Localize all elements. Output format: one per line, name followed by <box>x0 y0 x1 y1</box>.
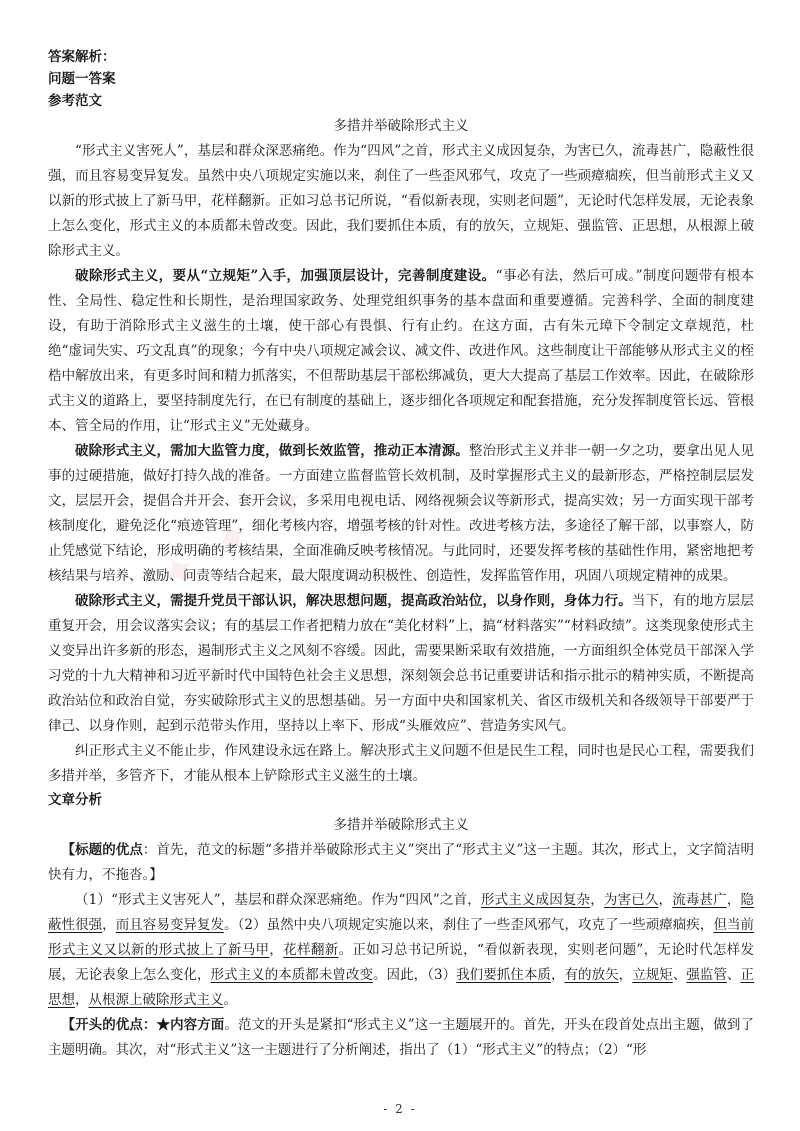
paragraph-3-body: 整治形式主义并非一朝一夕之功，要拿出见人见事的过硬措施，做好打持久战的准备。一方面建立监督监管长效机制，及时掌握形式主义的最新形态，严格控制层层发文，层层开会，提倡合并开会、套开会议，多采用电视电话、网络视频会议等新形式，提高实效；另一方面实现干部考核制度化，避免泛化“痕迹管理”，细化考核内容，增强考核的针对性。改进考核方法，多途径了解干部，以事察人，防止凭感觉下结论，形成明确的考核结果，全面准确反映考核情况。与此同时，还要发挥考核的基础性作用，紧密地把考核结果与培养、激励、问责等结合起来，最大限度调动积极性、创造性，发挥监管作用，巩固八项规定精神的成果。 <box>48 443 755 584</box>
annotation-text: （1）“形式主义害死人”，基层和群众深恶痛绝。作为“四风”之首， <box>75 892 481 908</box>
underlined-phrase: 为害已久 <box>603 892 659 908</box>
annotation-text: ， <box>590 892 604 908</box>
underlined-phrase: 而且容易变异复发 <box>115 917 225 933</box>
underlined-phrase: 立规矩 <box>632 967 673 983</box>
essay-paragraph-5: 纠正形式主义不能止步，作风建设永远在路上。解决形式主义问题不但是民生工程，同时也是民心工程，需要我们多措并举，多管齐下，才能从根本上铲除形式主义滋生的土壤。 <box>48 743 754 784</box>
document-page <box>48 46 754 1063</box>
essay-paragraph-3 <box>48 439 754 589</box>
annotation-text: 。 <box>223 992 237 1008</box>
title-merit-note <box>48 838 754 888</box>
annotation-text: ， <box>269 942 284 958</box>
sample-essay-heading: 参考范文 <box>48 93 102 109</box>
title-merit-label: 【标题的优点 <box>61 842 143 858</box>
underlined-phrase: 强监管 <box>686 967 727 983</box>
paragraph-4-body: 当下，有的地方层层重复开会，用会议落实会议；有的基层工作者把精力放在“美化材料”上，搞“材料落实”“材料政绩”。这类现象使形式主义变异出许多新的形态，遏制形式主义之风刻不容缓。因此，需要果断采取有效措施，一方面组织全体党员干部深入学习党的十九大精神和习近平新时代中国特色社会主义思想，深刻领会总书记重要讲话和指示批示的精神实质，不断提高政治站位和政治自觉，夯实破除形式主义的思想基础。另一方面中央和国家机关、省区市级机关和各级领导干部要严于律己、以身作则，起到示范带头作用，坚持以上率下、形成“头雁效应”、营造务实风气。 <box>48 593 755 734</box>
underlined-phrase: 花样翻新 <box>283 942 339 958</box>
paragraph-3-topic: 破除形式主义，需加大监管力度，做到长效监管，推动正本清源。 <box>75 443 469 459</box>
answer-analysis-heading: 答案解析： <box>48 49 116 65</box>
annotation-text: 。正如习总书记所说，“看似新表现，实则老问题”，无论时代怎样发展，无论表象上怎么变化， <box>48 942 755 983</box>
annotation-text: ， <box>658 892 673 908</box>
opening-merit-label: 【开头的优点：★内容方面 <box>61 1017 225 1033</box>
underlined-phrase: 有的放矢 <box>564 967 619 983</box>
essay-paragraph-2 <box>48 264 754 439</box>
annotation-text: 、 <box>727 967 741 983</box>
essay-title: 多措并举破除形式主义 <box>333 118 469 134</box>
underlined-phrase: 但当前形式主义又以新的形式披上了新马甲 <box>48 917 755 958</box>
annotation-text: ， <box>618 967 633 983</box>
annotation-text: ， <box>102 917 116 933</box>
annotation-text: ， <box>550 967 565 983</box>
underlined-phrase: 形式主义成因复杂 <box>480 892 591 908</box>
annotation-text: 。因此，（3） <box>373 967 457 983</box>
opening-merit-note <box>48 1013 754 1063</box>
annotation-text: ， <box>75 992 89 1008</box>
paragraph-2-body: “事必有法，然后可成。”制度问题带有根本性、全局性、稳定性和长期性，是治理国家政务、处理党组织事务的基本盘面和重要遵循。完善科学、全面的制度建设，有助于消除形式主义滋生的土壤，使干部心有畏惧、行有止约。在这方面，古有朱元璋下令制定文章规范，杜绝“虚词失实、巧文乱真”的现象；今有中央八项规定减会议、减文件、改进作风。这些制度让干部能够从形式主义的桎梏中解放出来，有更多时间和精力抓落实，不但帮助基层干部松绑减负，更大大提高了基层工作效率。因此，在破除形式主义的道路上，要坚持制度先行，在已有制度的基础上，逐步细化各项规定和配套措施，充分发挥制度管长远、管根本、管全局的作用，让“形式主义”无处藏身。 <box>48 268 755 434</box>
underlined-phrase: 从根源上破除形式主义 <box>88 992 224 1008</box>
annotation-text: 、 <box>672 967 687 983</box>
essay-paragraph-4 <box>48 589 754 739</box>
underlined-phrase: 隐蔽性很强 <box>48 892 755 933</box>
annotation-text: 。（2）虽然中央八项规定实施以来，刹住了一些歪风邪气，攻克了一些顽瘴痼疾， <box>224 917 714 933</box>
page-number: - 2 - <box>383 1102 417 1116</box>
annotation-text: ， <box>726 892 741 908</box>
title-merit-text: ：首先，范文的标题“多措并举破除形式主义”突出了“形式主义”这一主题。其次，形式上，文字简洁明快有力，不拖沓。】 <box>48 842 755 883</box>
annotated-opening-paragraph <box>48 888 754 1013</box>
underlined-phrase: 形式主义的本质都未曾改变 <box>210 967 373 983</box>
watermark: ✦ ✦ ✦ <box>150 469 323 604</box>
underlined-phrase: 正思想 <box>48 967 755 1008</box>
article-analysis-heading: 文章分析 <box>48 792 102 808</box>
question-one-heading: 问题一答案 <box>48 71 116 87</box>
essay-paragraph-1: “形式主义害死人”，基层和群众深恶痛绝。作为“四风”之首，形式主义成因复杂，为害已久，流毒甚广，隐蔽性很强，而且容易变异复发。虽然中央八项规定实施以来，刹住了一些歪风邪气，攻克了一些顽瘴痼疾，但当前形式主义又以新的形式披上了新马甲，花样翻新。正如习总书记所说，“看似新表现，实则老问题”，无论时代怎样发展，无论表象上怎么变化，形式主义的本质都未曾改变。因此，我们要抓住本质，有的放矢，立规矩、强监管、正思想，从根源上破除形式主义。 <box>48 143 754 259</box>
analysis-title: 多措并举破除形式主义 <box>333 817 469 833</box>
paragraph-4-topic: 破除形式主义，需提升党员干部认识，解决思想问题，提高政治站位，以身作则，身体力行。 <box>75 593 632 609</box>
opening-merit-text: 。范文的开头是紧扣“形式主义”这一主题展开的。首先，开头在段首处点出主题，做到了主题明确。其次，对“形式主义”这一主题进行了分析阐述，指出了（1）“形式主义”的特点；（2）“形 <box>48 1017 754 1058</box>
paragraph-2-topic: 破除形式主义，要从“立规矩”入手，加强顶层设计，完善制度建设。 <box>75 268 496 284</box>
underlined-phrase: 我们要抓住本质 <box>456 967 551 983</box>
underlined-phrase: 流毒甚广 <box>672 892 727 908</box>
